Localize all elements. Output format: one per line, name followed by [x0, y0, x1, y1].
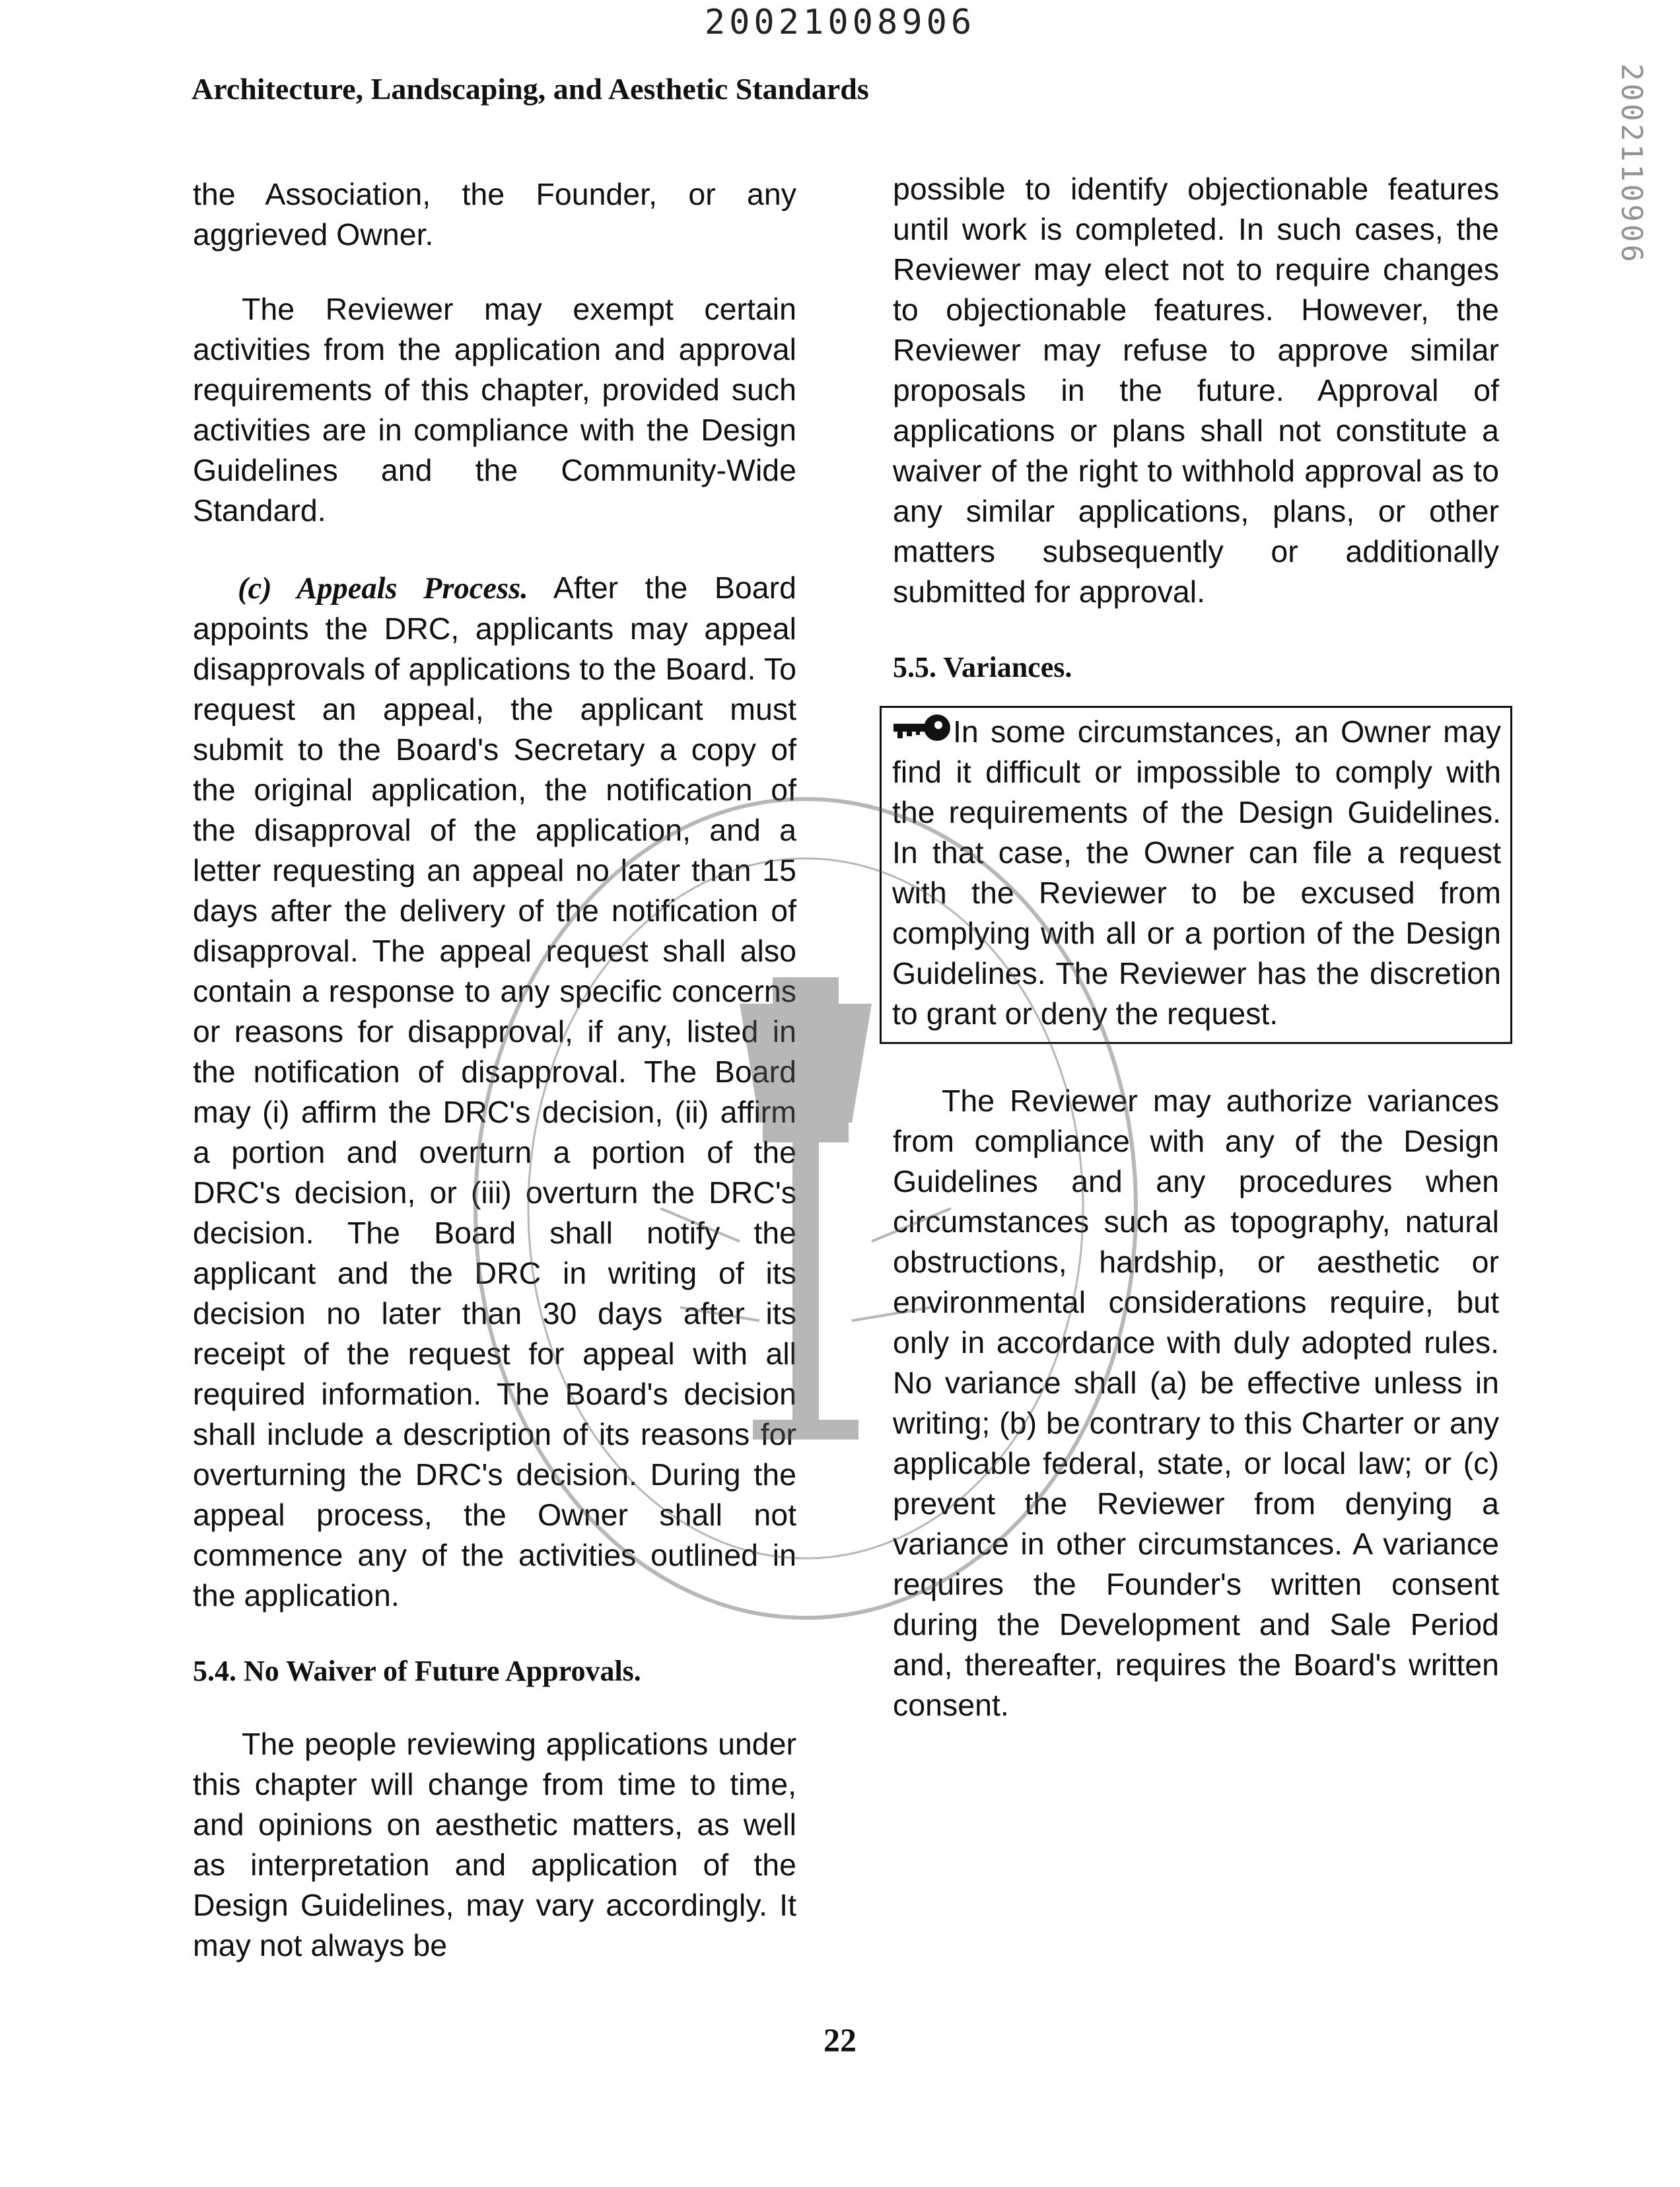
paragraph: The Reviewer may exempt certain activities from the application and approval requirements of this chapter, provided such activities are in compliance with the Design Guidelines and the Community-Wide Standard.	[193, 292, 796, 528]
page-number: 22	[823, 2021, 857, 2058]
notary-seal-watermark	[462, 779, 1149, 1638]
document-number: 20021008906	[704, 3, 976, 42]
section-heading: 5.4. No Waiver of Future Approvals.	[193, 1655, 641, 1687]
paragraph: The people reviewing applications under this chapter will change from time to time, and opinions on aesthetic matters, as well as interpretation and application of the Design Guidelines, may vary accordingly. It may not always be	[193, 1727, 796, 1962]
paragraph: The Reviewer may authorize variances from compliance with any of the Design Guidelines and any procedures when circumstances such as topography, natural obstructions, hardship, or aesthetic or environmental considerations require, but only in accordance with duly adopted rules. No variance shall (a) be effective unless in writing; (b) be contrary to this Charter or any applicable federal, state, or local law; or (c) prevent the Reviewer from denying a variance in other circumstances. A variance requires the Founder's written consent during the Development and Sale Period and, thereafter, requires the Board's written consent.	[893, 1084, 1499, 1722]
run-in-heading: (c) Appeals Process.	[238, 572, 528, 606]
section-heading: 5.5. Variances.	[893, 651, 1072, 683]
paragraph-text: After the Board appoints the DRC, applicants may appeal disapprovals of applications to the Board. To request an appeal, the applicant must submit to the Board's Secretary a copy of the original application, the notification of the disapproval of the application, and a letter requesting an appeal no later than 15 days after the delivery of the notification of disapproval. The appeal request shall also contain a response to any specific concerns or reasons for disapproval, if any, listed in the notification of disapproval. The Board may (i) affirm the DRC's decision, (ii) affirm a portion and overturn a portion of the DRC's decision, or (iii) overturn the DRC's decision. The Board shall notify the applicant and the DRC in writing of its decision no later than 30 days after its receipt of the request for appeal with all required information. The Board's decision shall include a description of its reasons for overturning the DRC's decision. During the appeal process, the Owner shall not commence any of the activities outlined in the application.	[193, 571, 796, 1613]
paragraph: possible to identify objectionable features until work is completed. In such cases, the Reviewer may elect not to require changes to objectionable features. However, the Reviewer may refuse to approve similar proposals in the future. Approval of applications or plans shall not constitute a waiver of the right to withhold approval as to any similar applications, plans, or other matters subsequently or additionally submitted for approval.	[893, 172, 1499, 609]
running-header: Architecture, Landscaping, and Aesthetic Standards	[192, 72, 869, 106]
paragraph: the Association, the Founder, or any aggrieved Owner.	[193, 177, 796, 252]
key-icon	[892, 712, 953, 745]
box-text: In some circumstances, an Owner may find it difficult or impossible to comply with the requirements of the Design Guidelines. In that case, the Owner can file a request with the Reviewer to be excused from complying with all or a portion of the Design Guidelines. The Reviewer has the discretion to grant or deny the request.	[892, 714, 1501, 1031]
side-stamp: 2002110906	[1615, 63, 1648, 265]
